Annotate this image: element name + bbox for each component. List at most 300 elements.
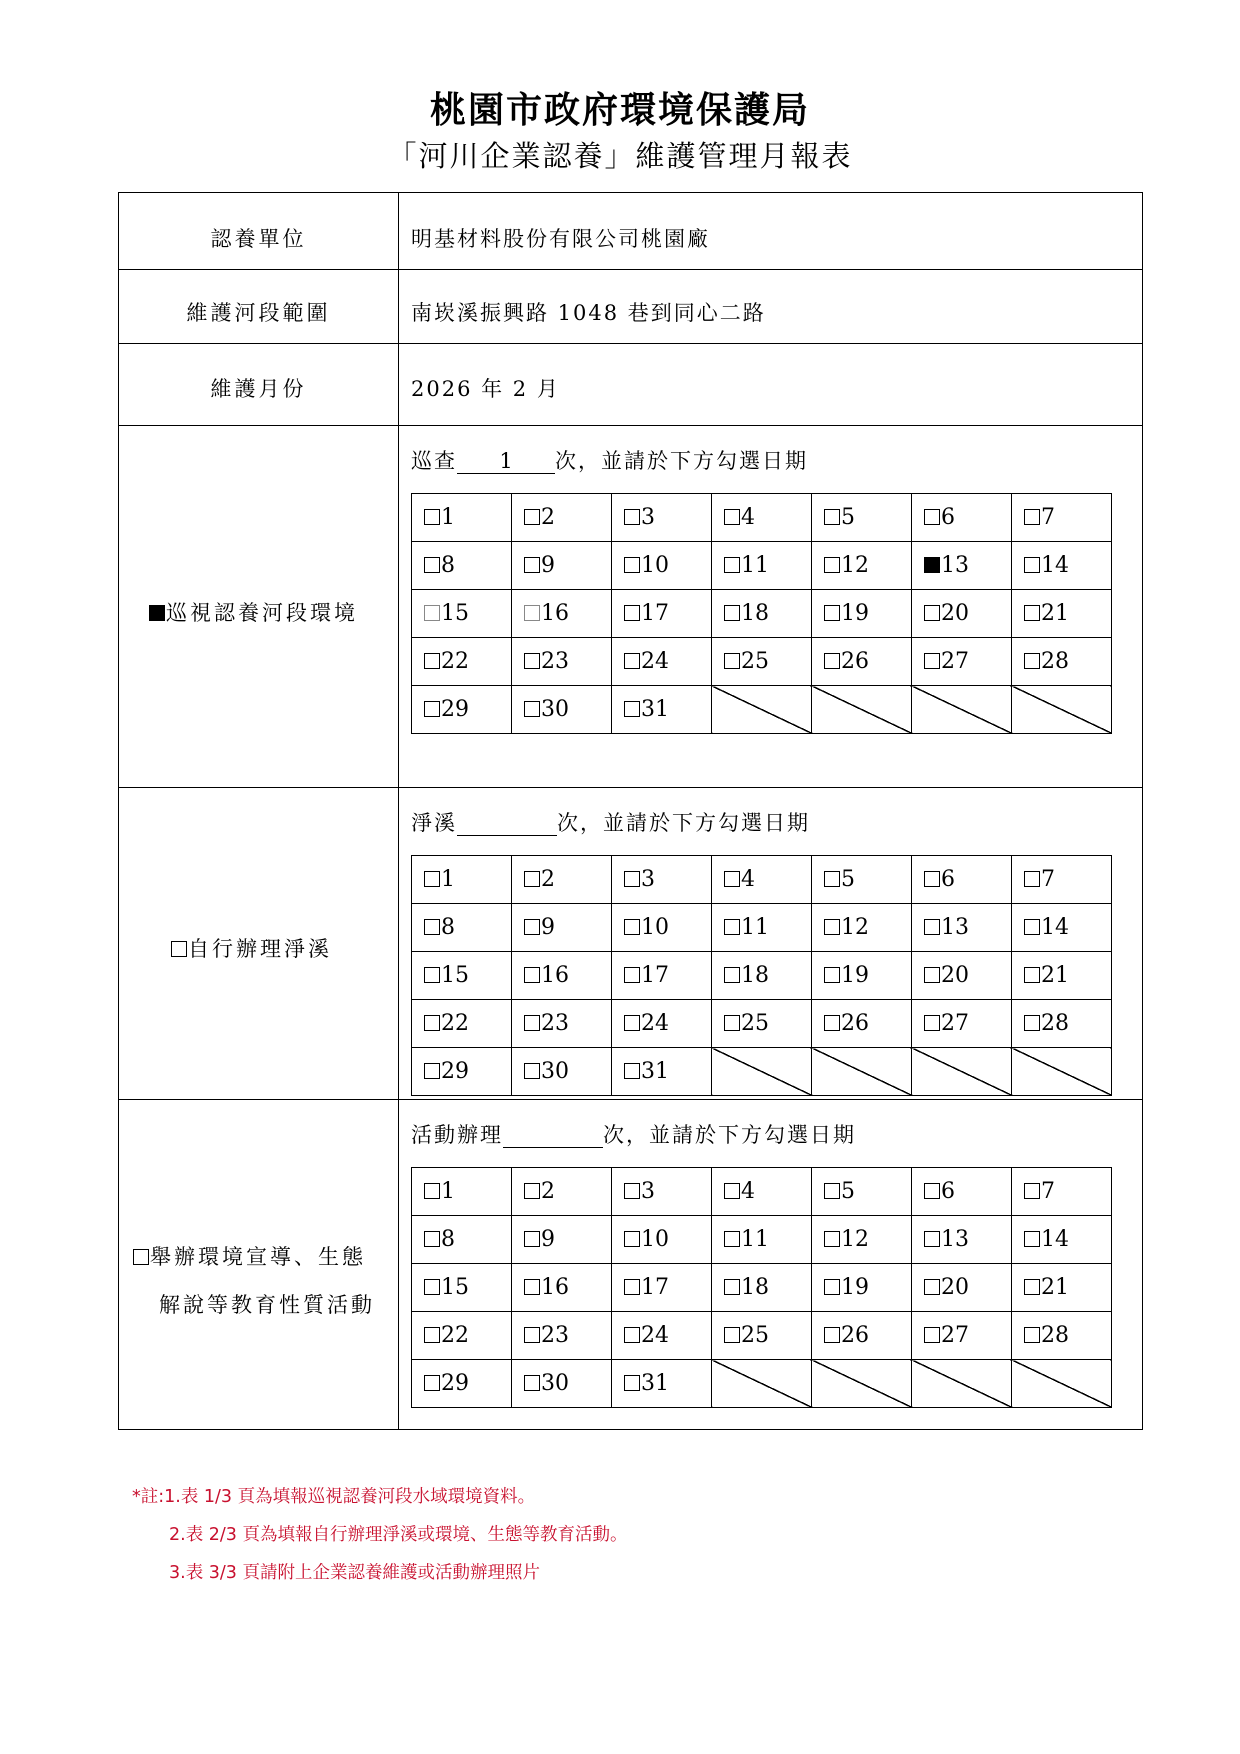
- day-checkbox[interactable]: [824, 1183, 840, 1199]
- calendar-row: [412, 638, 1112, 686]
- day-cell[interactable]: [612, 1216, 712, 1264]
- day-checkbox[interactable]: [424, 1231, 440, 1247]
- note-3: 3.表 3/3 頁請附上企業認養維護或活動辦理照片: [169, 1563, 540, 1583]
- day-cell[interactable]: [912, 590, 1012, 638]
- page-title: 桃園市政府環境保護局: [429, 89, 810, 131]
- empty-cell: [712, 1048, 812, 1096]
- day-cell[interactable]: [512, 856, 612, 904]
- day-checkbox[interactable]: [924, 967, 940, 983]
- event-count-prefix: 活動辦理: [411, 1123, 503, 1147]
- day-cell[interactable]: [812, 904, 912, 952]
- day-cell[interactable]: [512, 590, 612, 638]
- day-number: 29: [441, 1059, 469, 1084]
- day-checkbox[interactable]: [924, 1015, 940, 1031]
- day-cell[interactable]: [412, 638, 512, 686]
- day-checkbox[interactable]: [424, 967, 440, 983]
- day-cell[interactable]: [1012, 904, 1112, 952]
- day-number: 20: [941, 963, 969, 988]
- day-checkbox[interactable]: [1024, 1015, 1040, 1031]
- day-checkbox[interactable]: [1024, 1183, 1040, 1199]
- day-checkbox[interactable]: [524, 1183, 540, 1199]
- calendar-row: [412, 542, 1112, 590]
- day-checkbox[interactable]: [1024, 509, 1040, 525]
- day-number: 17: [641, 601, 669, 626]
- day-number: 4: [741, 867, 755, 892]
- day-cell[interactable]: [612, 952, 712, 1000]
- day-cell[interactable]: [1012, 1216, 1112, 1264]
- event-count-suffix: 次，並請於下方勾選日期: [603, 1123, 856, 1147]
- empty-cell: [1012, 686, 1112, 734]
- day-number: 24: [641, 1011, 669, 1036]
- day-checkbox[interactable]: [924, 557, 940, 573]
- day-checkbox[interactable]: [824, 919, 840, 935]
- day-checkbox[interactable]: [724, 919, 740, 935]
- day-checkbox[interactable]: [724, 653, 740, 669]
- day-checkbox[interactable]: [524, 605, 540, 621]
- day-cell[interactable]: [612, 542, 712, 590]
- day-checkbox[interactable]: [424, 701, 440, 717]
- day-checkbox[interactable]: [1024, 871, 1040, 887]
- calendar-row: [412, 1000, 1112, 1048]
- day-cell[interactable]: [812, 952, 912, 1000]
- day-number: 18: [741, 601, 769, 626]
- day-checkbox[interactable]: [424, 1183, 440, 1199]
- day-checkbox[interactable]: [624, 1375, 640, 1391]
- day-cell[interactable]: [412, 856, 512, 904]
- report-form: [118, 192, 1143, 1430]
- day-number: 2: [541, 1179, 555, 1204]
- day-cell[interactable]: [412, 1312, 512, 1360]
- day-number: 20: [941, 601, 969, 626]
- day-number: 1: [441, 505, 455, 530]
- day-checkbox[interactable]: [424, 919, 440, 935]
- day-cell[interactable]: [1012, 590, 1112, 638]
- day-checkbox[interactable]: [524, 557, 540, 573]
- day-checkbox[interactable]: [1024, 1327, 1040, 1343]
- empty-cell: [912, 1048, 1012, 1096]
- calendar-row: [412, 1264, 1112, 1312]
- event-count-line: [411, 1119, 856, 1149]
- event-checkbox[interactable]: [133, 1249, 149, 1265]
- day-cell[interactable]: [612, 494, 712, 542]
- day-cell[interactable]: [1012, 1264, 1112, 1312]
- day-cell[interactable]: [912, 1264, 1012, 1312]
- day-checkbox[interactable]: [424, 1015, 440, 1031]
- range-label: 維護河段範圍: [186, 301, 331, 325]
- day-checkbox[interactable]: [624, 1063, 640, 1079]
- day-number: 14: [1041, 915, 1069, 940]
- empty-cell: [812, 1360, 912, 1408]
- day-number: 15: [441, 601, 469, 626]
- day-cell[interactable]: [812, 1168, 912, 1216]
- day-checkbox[interactable]: [924, 653, 940, 669]
- unit-value: 明基材料股份有限公司桃園廠: [411, 227, 710, 251]
- calendar-row: [412, 590, 1112, 638]
- day-cell[interactable]: [712, 494, 812, 542]
- day-number: 9: [541, 553, 555, 578]
- day-cell[interactable]: [412, 1168, 512, 1216]
- day-checkbox[interactable]: [1024, 557, 1040, 573]
- day-cell[interactable]: [612, 1264, 712, 1312]
- empty-cell: [812, 686, 912, 734]
- day-checkbox[interactable]: [824, 871, 840, 887]
- day-checkbox[interactable]: [624, 1183, 640, 1199]
- day-checkbox[interactable]: [524, 1015, 540, 1031]
- day-number: 2: [541, 505, 555, 530]
- cleanup-checkbox[interactable]: [171, 941, 187, 957]
- day-cell[interactable]: [712, 904, 812, 952]
- day-checkbox[interactable]: [624, 1231, 640, 1247]
- day-cell[interactable]: [412, 1216, 512, 1264]
- day-number: 18: [741, 963, 769, 988]
- day-number: 28: [1041, 649, 1069, 674]
- day-checkbox[interactable]: [924, 605, 940, 621]
- day-cell[interactable]: [912, 638, 1012, 686]
- event-calendar: [411, 1167, 1112, 1408]
- day-number: 12: [841, 915, 869, 940]
- day-checkbox[interactable]: [524, 701, 540, 717]
- month-label: 維護月份: [210, 377, 307, 401]
- day-cell[interactable]: [412, 1360, 512, 1408]
- day-checkbox[interactable]: [624, 509, 640, 525]
- day-number: 21: [1041, 963, 1069, 988]
- day-checkbox[interactable]: [524, 509, 540, 525]
- day-number: 23: [541, 1011, 569, 1036]
- day-number: 13: [941, 553, 969, 578]
- day-checkbox[interactable]: [924, 1231, 940, 1247]
- day-cell[interactable]: [812, 638, 912, 686]
- day-checkbox[interactable]: [824, 967, 840, 983]
- day-cell[interactable]: [712, 1168, 812, 1216]
- day-cell[interactable]: [812, 1000, 912, 1048]
- day-checkbox[interactable]: [424, 871, 440, 887]
- day-cell[interactable]: [612, 1048, 712, 1096]
- day-checkbox[interactable]: [524, 919, 540, 935]
- day-checkbox[interactable]: [624, 1279, 640, 1295]
- day-checkbox[interactable]: [1024, 605, 1040, 621]
- day-number: 11: [741, 915, 769, 940]
- day-checkbox[interactable]: [724, 871, 740, 887]
- day-number: 15: [441, 1275, 469, 1300]
- day-checkbox[interactable]: [724, 557, 740, 573]
- day-cell[interactable]: [512, 1264, 612, 1312]
- day-number: 30: [541, 1059, 569, 1084]
- day-cell[interactable]: [412, 904, 512, 952]
- day-checkbox[interactable]: [1024, 919, 1040, 935]
- day-cell[interactable]: [412, 494, 512, 542]
- unit-label: 認養單位: [210, 227, 307, 251]
- day-cell[interactable]: [1012, 856, 1112, 904]
- day-cell[interactable]: [712, 1216, 812, 1264]
- day-number: 22: [441, 1011, 469, 1036]
- day-number: 30: [541, 697, 569, 722]
- day-checkbox[interactable]: [524, 967, 540, 983]
- day-number: 27: [941, 649, 969, 674]
- day-cell[interactable]: [412, 686, 512, 734]
- day-cell[interactable]: [512, 1048, 612, 1096]
- day-checkbox[interactable]: [1024, 653, 1040, 669]
- day-cell[interactable]: [812, 1264, 912, 1312]
- day-checkbox[interactable]: [924, 509, 940, 525]
- day-cell[interactable]: [1012, 1168, 1112, 1216]
- event-count-field[interactable]: [503, 1123, 603, 1148]
- day-cell[interactable]: [712, 1264, 812, 1312]
- day-cell[interactable]: [712, 542, 812, 590]
- empty-cell: [912, 1360, 1012, 1408]
- day-number: 24: [641, 649, 669, 674]
- day-number: 5: [841, 867, 855, 892]
- day-checkbox[interactable]: [724, 1183, 740, 1199]
- day-cell[interactable]: [512, 1168, 612, 1216]
- day-checkbox[interactable]: [924, 871, 940, 887]
- day-cell[interactable]: [912, 952, 1012, 1000]
- calendar-row: [412, 1048, 1112, 1096]
- day-cell[interactable]: [812, 1312, 912, 1360]
- day-checkbox[interactable]: [1024, 1231, 1040, 1247]
- day-checkbox[interactable]: [624, 919, 640, 935]
- day-checkbox[interactable]: [1024, 967, 1040, 983]
- day-cell[interactable]: [412, 1048, 512, 1096]
- day-number: 14: [1041, 1227, 1069, 1252]
- day-checkbox[interactable]: [424, 1327, 440, 1343]
- day-cell[interactable]: [912, 904, 1012, 952]
- day-checkbox[interactable]: [524, 871, 540, 887]
- calendar-row: [412, 494, 1112, 542]
- day-checkbox[interactable]: [524, 1327, 540, 1343]
- day-checkbox[interactable]: [624, 605, 640, 621]
- day-checkbox[interactable]: [724, 967, 740, 983]
- day-number: 4: [741, 505, 755, 530]
- day-checkbox[interactable]: [824, 509, 840, 525]
- day-checkbox[interactable]: [424, 557, 440, 573]
- day-checkbox[interactable]: [424, 1063, 440, 1079]
- day-cell[interactable]: [512, 542, 612, 590]
- day-checkbox[interactable]: [624, 701, 640, 717]
- day-number: 25: [741, 1011, 769, 1036]
- day-number: 9: [541, 1227, 555, 1252]
- day-cell[interactable]: [812, 542, 912, 590]
- empty-cell: [912, 686, 1012, 734]
- day-number: 6: [941, 867, 955, 892]
- day-number: 10: [641, 1227, 669, 1252]
- day-number: 4: [741, 1179, 755, 1204]
- day-cell[interactable]: [812, 494, 912, 542]
- day-cell[interactable]: [512, 638, 612, 686]
- day-cell[interactable]: [612, 1360, 712, 1408]
- day-cell[interactable]: [912, 1312, 1012, 1360]
- footnotes: [132, 1483, 628, 1597]
- patrol-count-prefix: 巡查: [411, 449, 457, 473]
- day-cell[interactable]: [712, 856, 812, 904]
- calendar-row: [412, 1216, 1112, 1264]
- day-checkbox[interactable]: [524, 1375, 540, 1391]
- calendar-row: [412, 856, 1112, 904]
- day-cell[interactable]: [712, 638, 812, 686]
- day-cell[interactable]: [812, 856, 912, 904]
- day-number: 3: [641, 1179, 655, 1204]
- patrol-checkbox[interactable]: [149, 605, 165, 621]
- day-checkbox[interactable]: [424, 1375, 440, 1391]
- day-cell[interactable]: [512, 686, 612, 734]
- day-checkbox[interactable]: [824, 1279, 840, 1295]
- day-cell[interactable]: [912, 494, 1012, 542]
- day-number: 2: [541, 867, 555, 892]
- empty-cell: [1012, 1360, 1112, 1408]
- day-cell[interactable]: [512, 904, 612, 952]
- day-checkbox[interactable]: [724, 1231, 740, 1247]
- patrol-section-label: [149, 597, 399, 627]
- day-checkbox[interactable]: [524, 653, 540, 669]
- day-cell[interactable]: [612, 686, 712, 734]
- note-1: *註:1.表 1/3 頁為填報巡視認養河段水域環境資料。: [132, 1487, 536, 1507]
- day-checkbox[interactable]: [824, 557, 840, 573]
- empty-cell: [712, 1360, 812, 1408]
- day-cell[interactable]: [812, 590, 912, 638]
- day-checkbox[interactable]: [1024, 1279, 1040, 1295]
- day-number: 13: [941, 1227, 969, 1252]
- day-checkbox[interactable]: [724, 1015, 740, 1031]
- day-checkbox[interactable]: [924, 1183, 940, 1199]
- day-checkbox[interactable]: [724, 509, 740, 525]
- day-checkbox[interactable]: [824, 653, 840, 669]
- day-cell[interactable]: [412, 1264, 512, 1312]
- day-checkbox[interactable]: [524, 1063, 540, 1079]
- day-checkbox[interactable]: [624, 653, 640, 669]
- day-cell[interactable]: [912, 1168, 1012, 1216]
- day-number: 16: [541, 601, 569, 626]
- cleanup-count-field[interactable]: [457, 811, 557, 836]
- day-cell[interactable]: [912, 542, 1012, 590]
- day-cell[interactable]: [512, 952, 612, 1000]
- patrol-count-field[interactable]: 1: [457, 449, 555, 474]
- day-cell[interactable]: [612, 1312, 712, 1360]
- day-number: 5: [841, 505, 855, 530]
- calendar-row: [412, 1312, 1112, 1360]
- day-cell[interactable]: [412, 590, 512, 638]
- day-checkbox[interactable]: [424, 1279, 440, 1295]
- day-number: 8: [441, 915, 455, 940]
- empty-cell: [712, 686, 812, 734]
- day-number: 31: [641, 697, 669, 722]
- cleanup-section-label: [171, 933, 399, 963]
- day-number: 12: [841, 1227, 869, 1252]
- day-cell[interactable]: [1012, 494, 1112, 542]
- day-cell[interactable]: [612, 904, 712, 952]
- day-checkbox[interactable]: [924, 919, 940, 935]
- day-cell[interactable]: [1012, 1000, 1112, 1048]
- day-number: 7: [1041, 1179, 1055, 1204]
- day-cell[interactable]: [612, 638, 712, 686]
- day-cell[interactable]: [412, 1000, 512, 1048]
- day-cell[interactable]: [512, 494, 612, 542]
- day-checkbox[interactable]: [824, 1015, 840, 1031]
- day-number: 12: [841, 553, 869, 578]
- day-checkbox[interactable]: [824, 605, 840, 621]
- page-subtitle: 「河川企業認養」維護管理月報表: [387, 139, 853, 173]
- day-checkbox[interactable]: [424, 605, 440, 621]
- day-checkbox[interactable]: [624, 1015, 640, 1031]
- day-number: 17: [641, 1275, 669, 1300]
- day-cell[interactable]: [712, 590, 812, 638]
- day-cell[interactable]: [612, 590, 712, 638]
- day-checkbox[interactable]: [724, 605, 740, 621]
- calendar-row: [412, 952, 1112, 1000]
- day-number: 14: [1041, 553, 1069, 578]
- day-checkbox[interactable]: [624, 557, 640, 573]
- day-number: 18: [741, 1275, 769, 1300]
- day-cell[interactable]: [512, 1000, 612, 1048]
- day-checkbox[interactable]: [624, 871, 640, 887]
- day-cell[interactable]: [412, 542, 512, 590]
- day-number: 7: [1041, 505, 1055, 530]
- range-value: 南崁溪振興路 1048 巷到同心二路: [411, 301, 766, 325]
- day-number: 6: [941, 1179, 955, 1204]
- day-cell[interactable]: [1012, 1312, 1112, 1360]
- day-number: 19: [841, 963, 869, 988]
- day-checkbox[interactable]: [824, 1231, 840, 1247]
- day-cell[interactable]: [912, 1000, 1012, 1048]
- cleanup-count-suffix: 次，並請於下方勾選日期: [557, 811, 810, 835]
- cleanup-calendar: [411, 855, 1112, 1096]
- day-number: 15: [441, 963, 469, 988]
- day-checkbox[interactable]: [424, 653, 440, 669]
- day-checkbox[interactable]: [424, 509, 440, 525]
- patrol-label-text: 巡視認養河段環境: [166, 601, 358, 625]
- day-cell[interactable]: [612, 1168, 712, 1216]
- day-cell[interactable]: [512, 1360, 612, 1408]
- day-cell[interactable]: [512, 1216, 612, 1264]
- day-cell[interactable]: [512, 1312, 612, 1360]
- day-cell[interactable]: [612, 856, 712, 904]
- day-checkbox[interactable]: [624, 1327, 640, 1343]
- day-checkbox[interactable]: [624, 967, 640, 983]
- day-number: 6: [941, 505, 955, 530]
- day-cell[interactable]: [412, 952, 512, 1000]
- row-divider: [119, 787, 1142, 788]
- day-checkbox[interactable]: [524, 1231, 540, 1247]
- day-cell[interactable]: [912, 856, 1012, 904]
- day-checkbox[interactable]: [924, 1327, 940, 1343]
- day-number: 29: [441, 1371, 469, 1396]
- day-cell[interactable]: [812, 1216, 912, 1264]
- day-cell[interactable]: [712, 1000, 812, 1048]
- day-checkbox[interactable]: [724, 1279, 740, 1295]
- day-cell[interactable]: [1012, 542, 1112, 590]
- event-label-line2: 解說等教育性質活動: [159, 1293, 375, 1317]
- day-cell[interactable]: [712, 952, 812, 1000]
- day-number: 22: [441, 649, 469, 674]
- day-number: 16: [541, 1275, 569, 1300]
- calendar-row: [412, 1168, 1112, 1216]
- day-checkbox[interactable]: [524, 1279, 540, 1295]
- day-cell[interactable]: [1012, 952, 1112, 1000]
- day-checkbox[interactable]: [924, 1279, 940, 1295]
- day-number: 28: [1041, 1323, 1069, 1348]
- day-number: 21: [1041, 601, 1069, 626]
- day-cell[interactable]: [612, 1000, 712, 1048]
- row-divider: [119, 343, 1142, 344]
- day-cell[interactable]: [912, 1216, 1012, 1264]
- day-number: 16: [541, 963, 569, 988]
- day-checkbox[interactable]: [724, 1327, 740, 1343]
- patrol-count-line: [411, 445, 808, 475]
- day-checkbox[interactable]: [824, 1327, 840, 1343]
- day-cell[interactable]: [712, 1312, 812, 1360]
- day-number: 5: [841, 1179, 855, 1204]
- day-number: 19: [841, 1275, 869, 1300]
- day-number: 3: [641, 505, 655, 530]
- day-cell[interactable]: [1012, 638, 1112, 686]
